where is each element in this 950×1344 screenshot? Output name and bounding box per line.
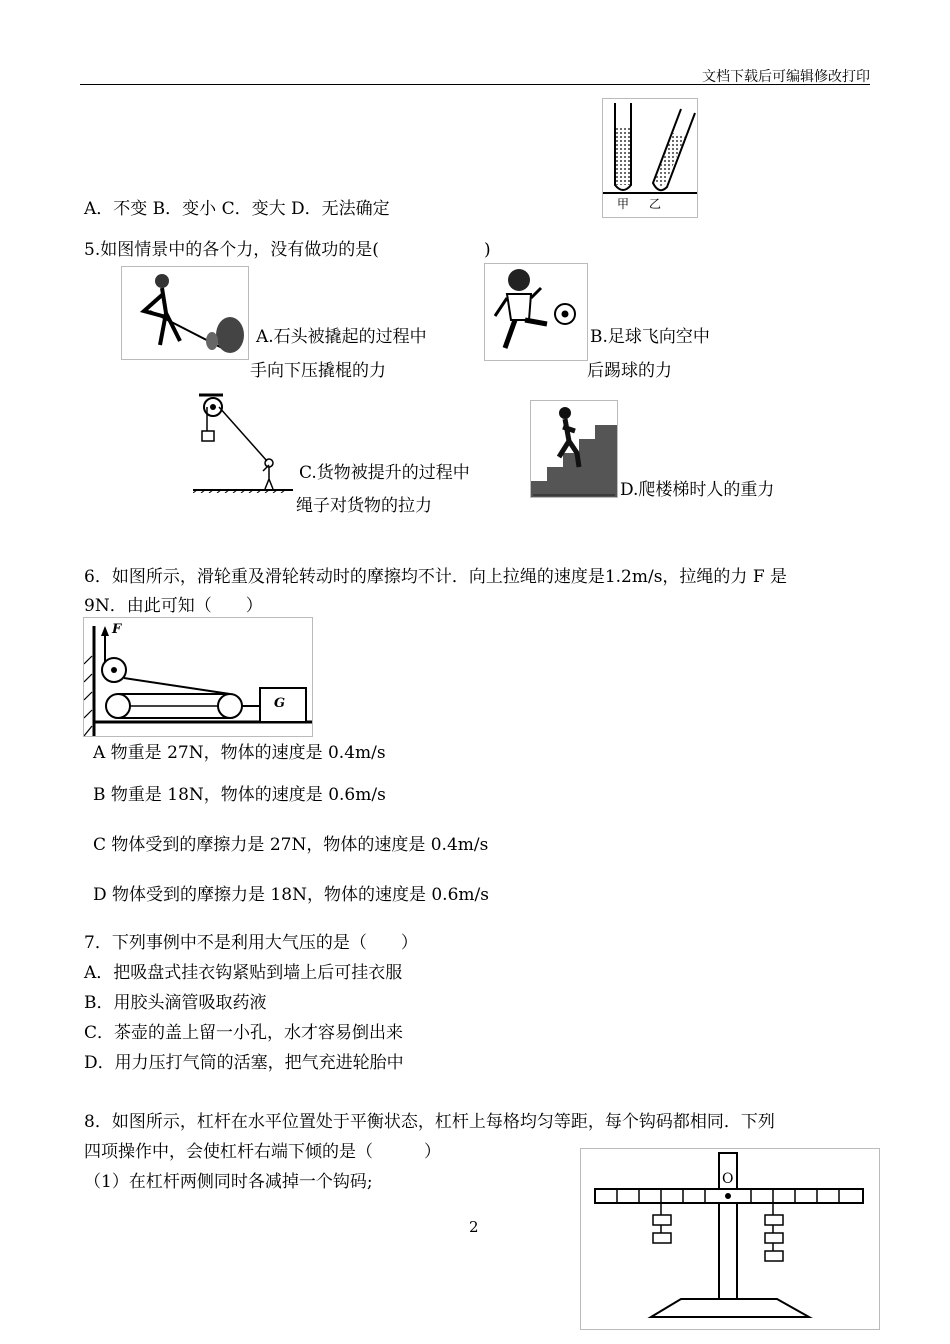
q6-stem-line2: 9N．由此可知（ ） [84,596,263,616]
q8-item-1: （1）在杠杆两侧同时各减掉一个钩码; [84,1172,373,1192]
q5d-stairs-figure [530,400,618,498]
q7-stem: 7．下列事例中不是利用大气压的是（ ） [84,933,418,953]
q5b-soccer-figure [484,263,588,361]
q7-option-b: B．用胶头滴管吸取药液 [84,993,267,1013]
q6-option-a: A 物重是 27N，物体的速度是 0.4m/s [93,743,386,763]
q6-pulley-figure [83,617,313,737]
q4-tubes-figure [602,98,698,218]
q5-option-a-line2: 手向下压撬棍的力 [250,361,386,381]
q7-option-d: D．用力压打气筒的活塞，把气充进轮胎中 [84,1053,404,1073]
q7-option-a: A．把吸盘式挂衣钩紧贴到墙上后可挂衣服 [84,963,403,983]
q8-stem-line2: 四项操作中，会使杠杆右端下倾的是（ ） [84,1142,441,1162]
q8-stem-line1: 8．如图所示，杠杆在水平位置处于平衡状态，杠杆上每格均匀等距，每个钩码都相同．下列 [84,1112,775,1132]
q6-force-label: F [112,622,122,637]
q4-options: A．不变 B．变小 C．变大 D．无法确定 [84,199,390,219]
header-rule [80,84,870,85]
q6-option-b: B 物重是 18N，物体的速度是 0.6m/s [93,785,386,805]
q4-label-jia: 甲 [617,197,630,211]
q5-option-c-line1: C.货物被提升的过程中 [299,463,470,483]
q5a-lever-figure [121,266,249,360]
q6-stem-line1: 6．如图所示，滑轮重及滑轮转动时的摩擦均不计．向上拉绳的速度是1.2m/s，拉绳的力 F 是 [84,567,788,587]
page-number: 2 [469,1218,479,1236]
q8-lever-figure [580,1148,880,1330]
q6-weight-label: G [274,696,286,711]
q7-option-c: C．茶壶的盖上留一小孔，水才容易倒出来 [84,1023,404,1043]
q5-option-c-line2: 绳子对货物的拉力 [296,496,432,516]
page-header: 文档下载后可编辑修改打印 [702,69,870,85]
q6-option-c: C 物体受到的摩擦力是 27N，物体的速度是 0.4m/s [93,835,489,855]
q8-fulcrum-label: O [722,1171,734,1187]
q5-close-paren: ) [484,240,491,260]
q5-option-b-line1: B.足球飞向空中 [590,327,710,347]
q5-option-d: D.爬楼梯时人的重力 [620,480,775,500]
q6-option-d: D 物体受到的摩擦力是 18N，物体的速度是 0.6m/s [93,885,489,905]
q5-stem: 5.如图情景中的各个力，没有做功的是( [84,240,379,260]
q4-label-yi: 乙 [649,197,662,211]
q5c-pulley-figure [193,393,293,493]
q5-option-b-line2: 后踢球的力 [587,361,672,381]
q5-option-a-line1: A.石头被撬起的过程中 [256,327,427,347]
